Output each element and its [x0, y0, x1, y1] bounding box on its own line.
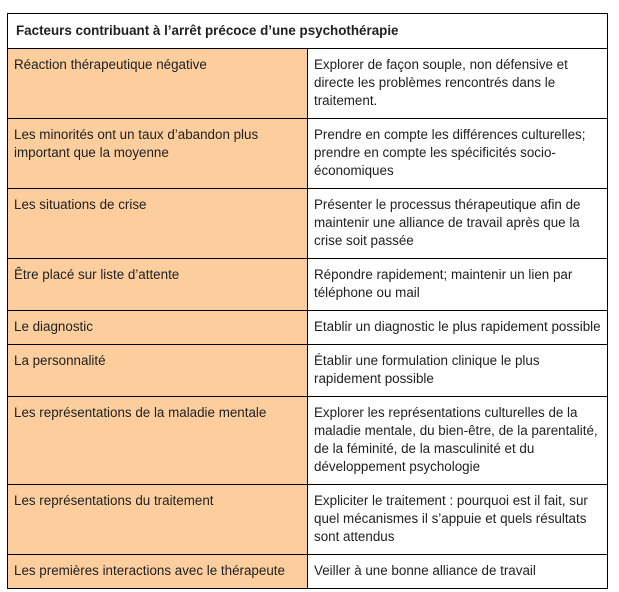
action-cell: Explorer les représentations culturelles de la maladie mentale, du bien-être, de la parentalité, de la féminité, de la masculinité et du développement psychologie: [308, 397, 608, 485]
action-cell: Présenter le processus thérapeutique afin de maintenir une alliance de travail après que la crise soit passée: [308, 189, 608, 259]
table-title: Facteurs contribuant à l’arrêt précoce d’une psychothérapie: [8, 14, 608, 49]
action-cell: Veiller à une bonne alliance de travail: [308, 555, 608, 589]
table-row: [8, 259, 608, 311]
table-header-row: [8, 14, 608, 49]
factors-table: [7, 13, 608, 589]
table-row: [8, 49, 608, 119]
factor-cell: Les représentations du traitement: [8, 485, 308, 555]
factor-cell: Être placé sur liste d’attente: [8, 259, 308, 311]
action-cell: Expliciter le traitement : pourquoi est il fait, sur quel mécanismes il s’appuie et quels résultats sont attendus: [308, 485, 608, 555]
table-row: [8, 189, 608, 259]
factor-cell: La personnalité: [8, 345, 308, 397]
table-row: [8, 555, 608, 589]
factor-cell: Les premières interactions avec le thérapeute: [8, 555, 308, 589]
factor-cell: Les situations de crise: [8, 189, 308, 259]
action-cell: Etablir un diagnostic le plus rapidement possible: [308, 311, 608, 345]
factor-cell: Le diagnostic: [8, 311, 308, 345]
action-cell: Explorer de façon souple, non défensive et directe les problèmes rencontrés dans le traitement.: [308, 49, 608, 119]
table-row: [8, 119, 608, 189]
table-row: [8, 485, 608, 555]
factor-cell: Les représentations de la maladie mentale: [8, 397, 308, 485]
factor-cell: Les minorités ont un taux d’abandon plus important que la moyenne: [8, 119, 308, 189]
action-cell: Répondre rapidement; maintenir un lien par téléphone ou mail: [308, 259, 608, 311]
table-row: [8, 397, 608, 485]
action-cell: Établir une formulation clinique le plus rapidement possible: [308, 345, 608, 397]
table-row: [8, 311, 608, 345]
factor-cell: Réaction thérapeutique négative: [8, 49, 308, 119]
table-row: [8, 345, 608, 397]
action-cell: Prendre en compte les différences culturelles; prendre en compte les spécificités socio-économiques: [308, 119, 608, 189]
